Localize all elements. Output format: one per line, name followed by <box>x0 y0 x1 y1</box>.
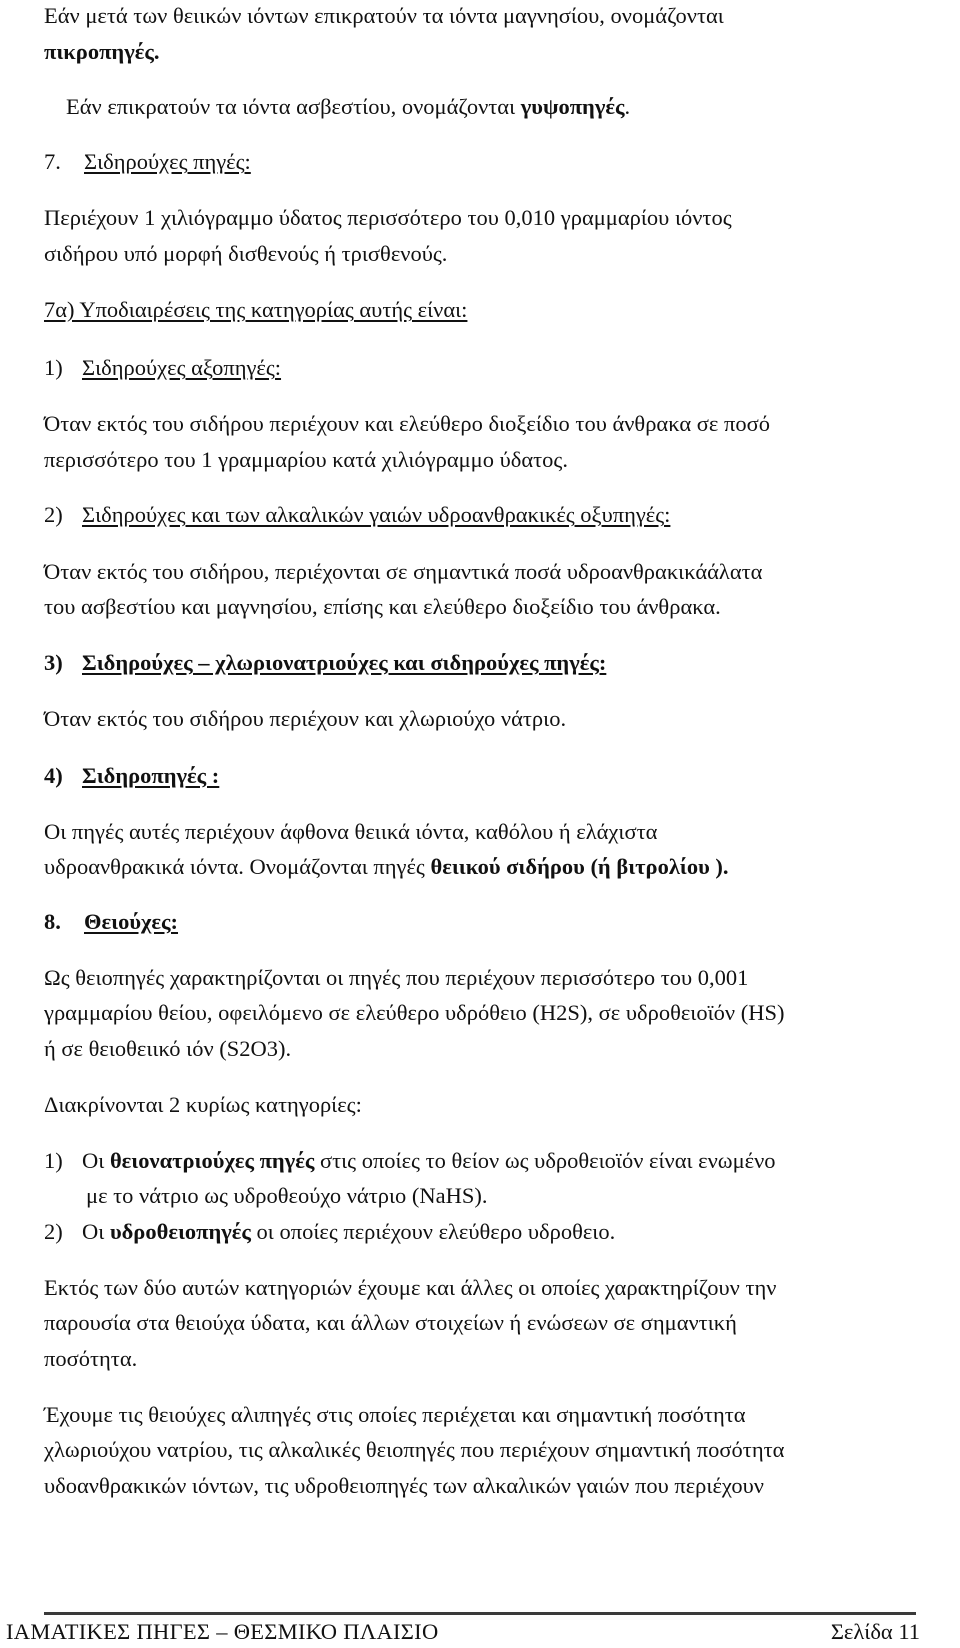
item-heading <box>44 501 670 529</box>
list-text: στις οποίες το θείον ως υδροθειοϊόν είναι ενωμένο <box>314 1148 776 1173</box>
bold-term: θειικού σιδήρου (ή βιτρολίου ). <box>430 854 729 879</box>
paragraph-line: Όταν εκτός του σιδήρου, περιέχονται σε σημαντικά ποσά υδροανθρακικάάλατα <box>44 559 763 584</box>
item-heading <box>44 354 281 382</box>
item-number: 3) <box>44 650 63 675</box>
section-heading <box>44 908 178 936</box>
paragraph-line: Όταν εκτός του σιδήρου περιέχουν και χλωριούχο νάτριο. <box>44 706 567 731</box>
list-item <box>44 1147 776 1175</box>
paragraph-line: του ασβεστίου και μαγνησίου, επίσης και ελεύθερο διοξείδιο του άνθρακα. <box>44 594 721 619</box>
list-text: Οι <box>82 1148 110 1173</box>
paragraph-line: Περιέχουν 1 χιλιόγραμμο ύδατος περισσότερο του 0,010 γραμμαρίου ιόντος <box>44 205 732 230</box>
section-number: 7. <box>44 149 61 174</box>
footer-divider <box>44 1612 916 1615</box>
paragraph-line <box>44 853 729 881</box>
paragraph-line-bold: πικροπηγές. <box>44 39 160 64</box>
paragraph-text: υδροανθρακικά ιόντα. Ονομάζονται πηγές <box>44 854 431 879</box>
item-title: Σιδηρούχες και των αλκαλικών γαιών υδροανθρακικές οξυπηγές: <box>82 502 671 527</box>
list-number: 1) <box>44 1148 63 1173</box>
list-item-continuation: με το νάτριο ως υδροθεούχο νάτριο (NaHS). <box>86 1183 488 1208</box>
paragraph-line: περισσότερο του 1 γραμμαρίου κατά χιλιόγραμμο ύδατος. <box>44 447 568 472</box>
paragraph-line: παρουσία στα θειούχα ύδατα, και άλλων στοιχείων ή ενώσεων σε σημαντική <box>44 1310 737 1335</box>
paragraph-line: υδοανθρακικών ιόντων, τις υδροθειοπηγές των αλκαλικών γαιών που περιέχουν <box>44 1473 764 1498</box>
list-number: 2) <box>44 1219 63 1244</box>
paragraph-line: Διακρίνονται 2 κυρίως κατηγορίες: <box>44 1092 362 1117</box>
item-heading <box>44 762 219 790</box>
item-title: Σιδηρούχες – χλωριονατριούχες και σιδηρούχες πηγές: <box>82 650 607 675</box>
section-heading <box>44 148 251 176</box>
paragraph-text: Εάν επικρατούν τα ιόντα ασβεστίου, ονομάζονται <box>66 94 521 119</box>
bold-term: γυψοπηγές <box>520 94 625 119</box>
paragraph-line <box>66 93 630 121</box>
subsection-heading: 7α) Υποδιαιρέσεις της κατηγορίας αυτής είναι: <box>44 297 468 322</box>
paragraph-line: Ως θειοπηγές χαρακτηρίζονται οι πηγές που περιέχουν περισσότερο του 0,001 <box>44 965 749 990</box>
paragraph-line: Εάν μετά των θειικών ιόντων επικρατούν τα ιόντα μαγνησίου, ονομάζονται <box>44 3 724 28</box>
list-text: οι οποίες περιέχουν ελεύθερο υδροθειο. <box>250 1219 616 1244</box>
section-title: Θειούχες: <box>84 909 179 934</box>
item-heading <box>44 649 606 677</box>
page-footer <box>0 1618 960 1648</box>
item-number: 1) <box>44 355 63 380</box>
paragraph-text: . <box>624 94 631 119</box>
paragraph-line: ή σε θειοθειικό ιόν (S2O3). <box>44 1036 292 1061</box>
list-item <box>44 1218 615 1246</box>
paragraph-line: γραμμαρίου θείου, οφειλόμενο σε ελεύθερο υδρόθειο (H2S), σε υδροθειοϊόν (HS) <box>44 1000 785 1025</box>
paragraph-line: σιδήρου υπό μορφή δισθενούς ή τρισθενούς. <box>44 241 448 266</box>
paragraph-line: χλωριούχου νατρίου, τις αλκαλικές θειοπηγές που περιέχουν σημαντική ποσότητα <box>44 1437 785 1462</box>
bold-term: υδροθειοπηγές <box>109 1219 251 1244</box>
paragraph-line: Εκτός των δύο αυτών κατηγοριών έχουμε και άλλες οι οποίες χαρακτηρίζουν την <box>44 1275 777 1300</box>
paragraph-line: ποσότητα. <box>44 1346 138 1371</box>
page-number: Σελίδα 11 <box>830 1619 920 1644</box>
item-title: Σιδηροπηγές : <box>82 763 220 788</box>
item-number: 2) <box>44 502 63 527</box>
item-title: Σιδηρούχες αξοπηγές: <box>82 355 282 380</box>
paragraph-line: Όταν εκτός του σιδήρου περιέχουν και ελεύθερο διοξείδιο του άνθρακα σε ποσό <box>44 411 770 436</box>
section-number: 8. <box>44 909 61 934</box>
item-number: 4) <box>44 763 63 788</box>
paragraph-line: Οι πηγές αυτές περιέχουν άφθονα θειικά ιόντα, καθόλου ή ελάχιστα <box>44 819 658 844</box>
footer-title: ΙΑΜΑΤΙΚΕΣ ΠΗΓΕΣ – ΘΕΣΜΙΚΟ ΠΛΑΙΣΙΟ <box>6 1619 439 1644</box>
section-title: Σιδηρούχες πηγές: <box>84 149 251 174</box>
list-text: Οι <box>82 1219 110 1244</box>
bold-term: θειονατριούχες πηγές <box>109 1148 315 1173</box>
paragraph-line: Έχουμε τις θειούχες αλιπηγές στις οποίες περιέχεται και σημαντική ποσότητα <box>44 1402 746 1427</box>
